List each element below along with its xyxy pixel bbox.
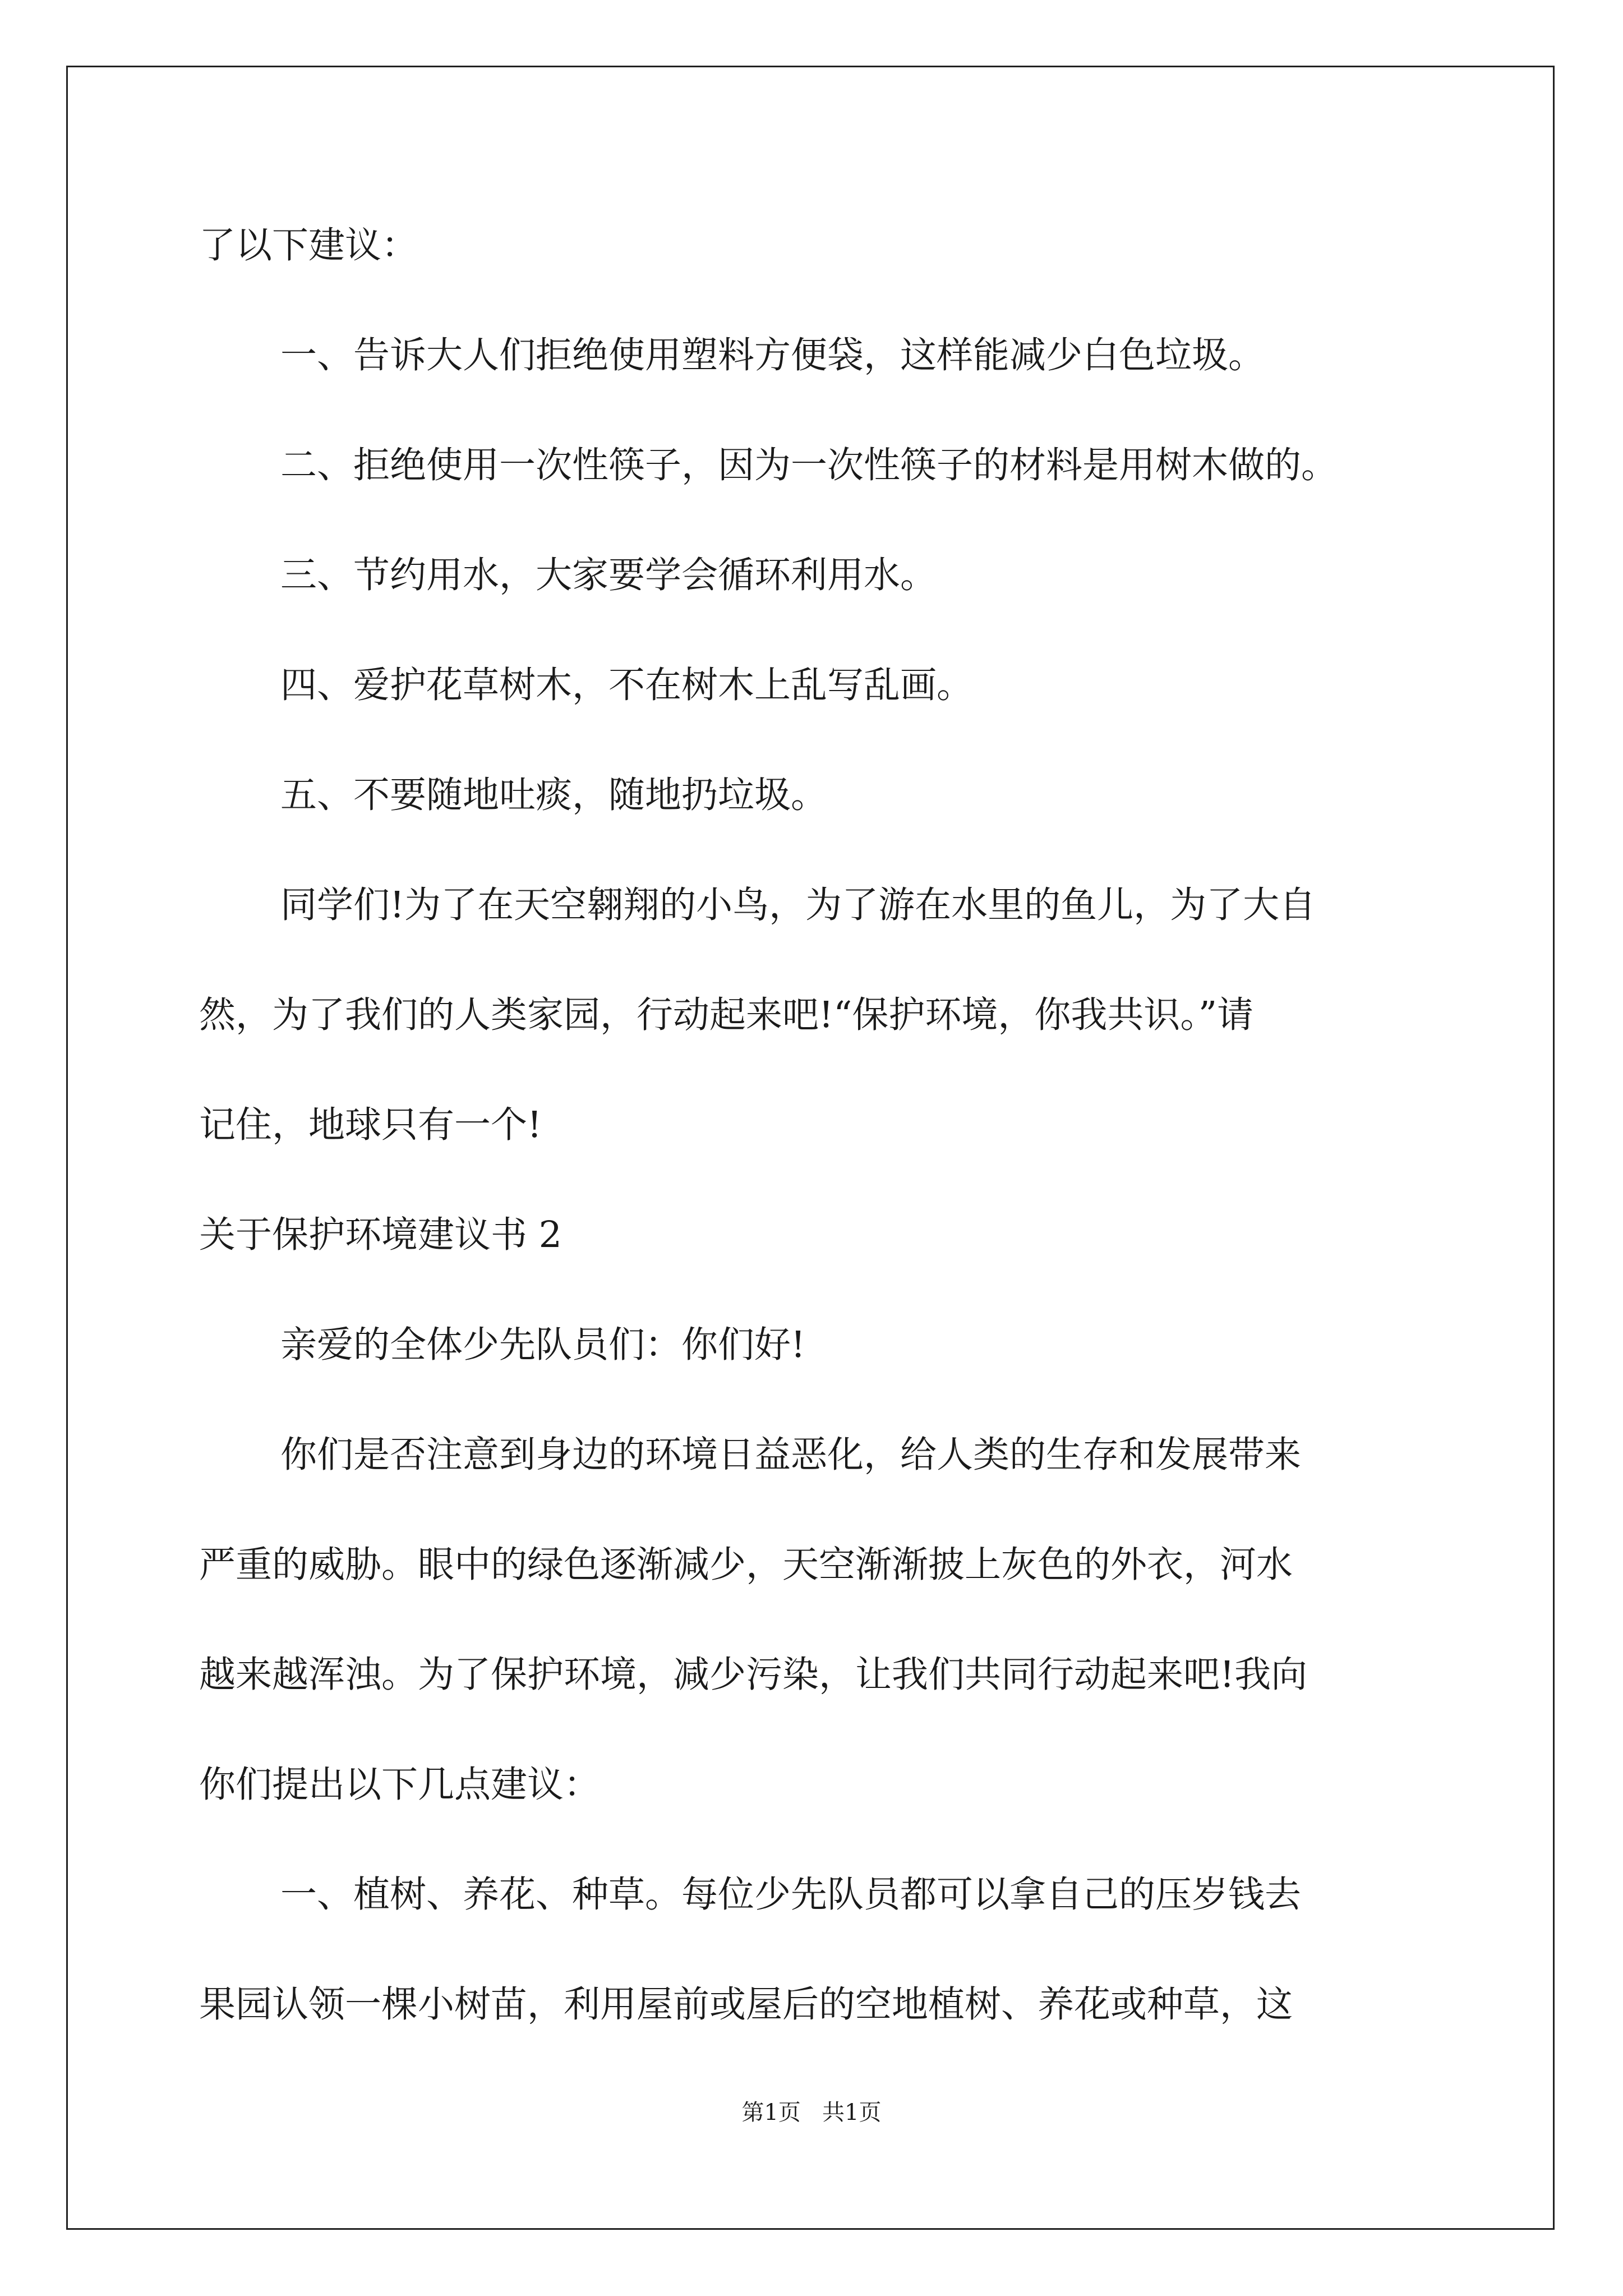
text-line: 三、节约用水，大家要学会循环利用水。 [280,554,937,596]
text-line: 四、爱护花草树木，不在树木上乱写乱画。 [280,664,974,706]
text-line: 严重的威胁。眼中的绿色逐渐减少，天空渐渐披上灰色的外衣，河水 [199,1544,1293,1586]
text-line: 果园认领一棵小树苗，利用屋前或屋后的空地植树、养花或种草，这 [199,1984,1293,2026]
text-line: 同学们!为了在天空翱翔的小鸟，为了游在水里的鱼儿，为了大自 [280,884,1316,926]
text-line: 你们提出以下几点建议： [199,1764,601,1806]
section-heading: 关于保护环境建议书 2 [199,1214,562,1256]
text-line: 一、植树、养花、种草。每位少先队员都可以拿自己的压岁钱去 [280,1874,1302,1916]
text-line: 了以下建议： [199,224,418,266]
page-footer: 第1页 共1页 [741,2100,882,2125]
text-line: 一、告诉大人们拒绝使用塑料方便袋，这样能减少白色垃圾。 [280,334,1265,376]
text-line: 亲爱的全体少先队员们：你们好! [280,1324,806,1366]
text-line: 记住，地球只有一个! [199,1104,542,1146]
text-line: 五、不要随地吐痰，随地扔垃圾。 [280,774,828,816]
text-line: 越来越浑浊。为了保护环境，减少污染，让我们共同行动起来吧!我向 [199,1654,1308,1696]
text-line: 你们是否注意到身边的环境日益恶化，给人类的生存和发展带来 [280,1434,1302,1476]
text-line: 二、拒绝使用一次性筷子，因为一次性筷子的材料是用树木做的。 [280,444,1338,486]
text-line: 然，为了我们的人类家园，行动起来吧!“保护环境，你我共识。”请 [199,994,1254,1036]
